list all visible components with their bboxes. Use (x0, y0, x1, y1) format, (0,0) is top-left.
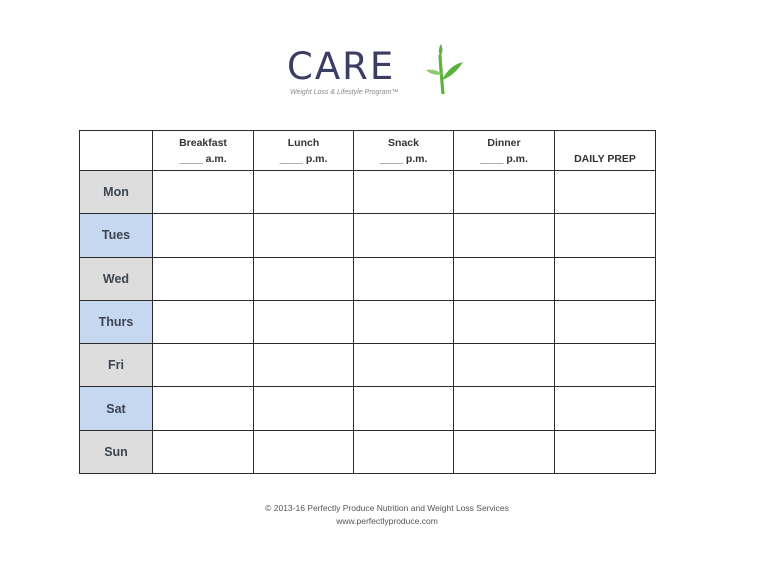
table-row (80, 257, 656, 300)
meal-cell[interactable] (153, 171, 254, 214)
meal-cell[interactable] (454, 387, 555, 430)
meal-cell[interactable] (254, 387, 354, 430)
meal-cell[interactable] (254, 257, 354, 300)
meal-cell[interactable] (254, 171, 354, 214)
meal-cell[interactable] (254, 344, 354, 387)
meal-planner-table (79, 130, 656, 474)
care-logo (287, 44, 467, 104)
column-time: ____ p.m. (379, 152, 428, 165)
meal-cell[interactable] (153, 214, 254, 257)
meal-cell[interactable] (354, 430, 454, 473)
column-header-lunch (254, 131, 354, 171)
column-header-breakfast (153, 131, 254, 171)
column-header-dinner (454, 131, 555, 171)
meal-cell[interactable] (153, 344, 254, 387)
sprout-icon (421, 44, 463, 94)
meal-cell[interactable] (454, 430, 555, 473)
meal-cell[interactable] (153, 430, 254, 473)
column-time: ____ p.m. (480, 152, 528, 165)
column-label: DAILY PREP (574, 152, 636, 165)
logo-wordmark: CARE (287, 45, 396, 88)
column-header-daily-prep (555, 131, 656, 171)
prep-cell[interactable] (555, 387, 656, 430)
footer-copyright: © 2013-16 Perfectly Produce Nutrition and Weight Loss Services (265, 503, 509, 513)
prep-cell[interactable] (555, 430, 656, 473)
column-header-snack (354, 131, 454, 171)
prep-cell[interactable] (555, 344, 656, 387)
column-time: ____ p.m. (279, 152, 328, 165)
table-row (80, 387, 656, 430)
table-row (80, 300, 656, 343)
column-label: Dinner (487, 136, 521, 149)
header-row (80, 131, 656, 171)
footer-website: www.perfectlyproduce.com (336, 516, 438, 526)
column-label: Snack (388, 136, 419, 149)
day-cell-mon: Mon (80, 171, 153, 214)
meal-cell[interactable] (454, 300, 555, 343)
table-row (80, 214, 656, 257)
meal-cell[interactable] (153, 300, 254, 343)
day-cell-fri: Fri (80, 344, 153, 387)
day-cell-thurs: Thurs (80, 300, 153, 343)
prep-cell[interactable] (555, 300, 656, 343)
logo-tagline: Weight Loss & Lifestyle Program™ (290, 89, 399, 96)
meal-cell[interactable] (354, 257, 454, 300)
table-row (80, 171, 656, 214)
meal-cell[interactable] (454, 344, 555, 387)
column-time: ____ a.m. (179, 152, 227, 165)
corner-cell (80, 131, 153, 171)
meal-cell[interactable] (153, 387, 254, 430)
prep-cell[interactable] (555, 171, 656, 214)
column-label: Lunch (287, 136, 320, 149)
table-row (80, 430, 656, 473)
day-cell-sun: Sun (80, 430, 153, 473)
meal-cell[interactable] (454, 257, 555, 300)
column-label: Breakfast (179, 136, 227, 149)
meal-cell[interactable] (354, 344, 454, 387)
day-cell-tues: Tues (80, 214, 153, 257)
meal-cell[interactable] (254, 300, 354, 343)
prep-cell[interactable] (555, 214, 656, 257)
meal-cell[interactable] (354, 387, 454, 430)
meal-cell[interactable] (454, 171, 555, 214)
day-cell-sat: Sat (80, 387, 153, 430)
meal-cell[interactable] (153, 257, 254, 300)
meal-cell[interactable] (354, 300, 454, 343)
meal-cell[interactable] (254, 214, 354, 257)
day-cell-wed: Wed (80, 257, 153, 300)
meal-cell[interactable] (254, 430, 354, 473)
table-row (80, 344, 656, 387)
meal-cell[interactable] (354, 171, 454, 214)
prep-cell[interactable] (555, 257, 656, 300)
meal-cell[interactable] (454, 214, 555, 257)
meal-cell[interactable] (354, 214, 454, 257)
